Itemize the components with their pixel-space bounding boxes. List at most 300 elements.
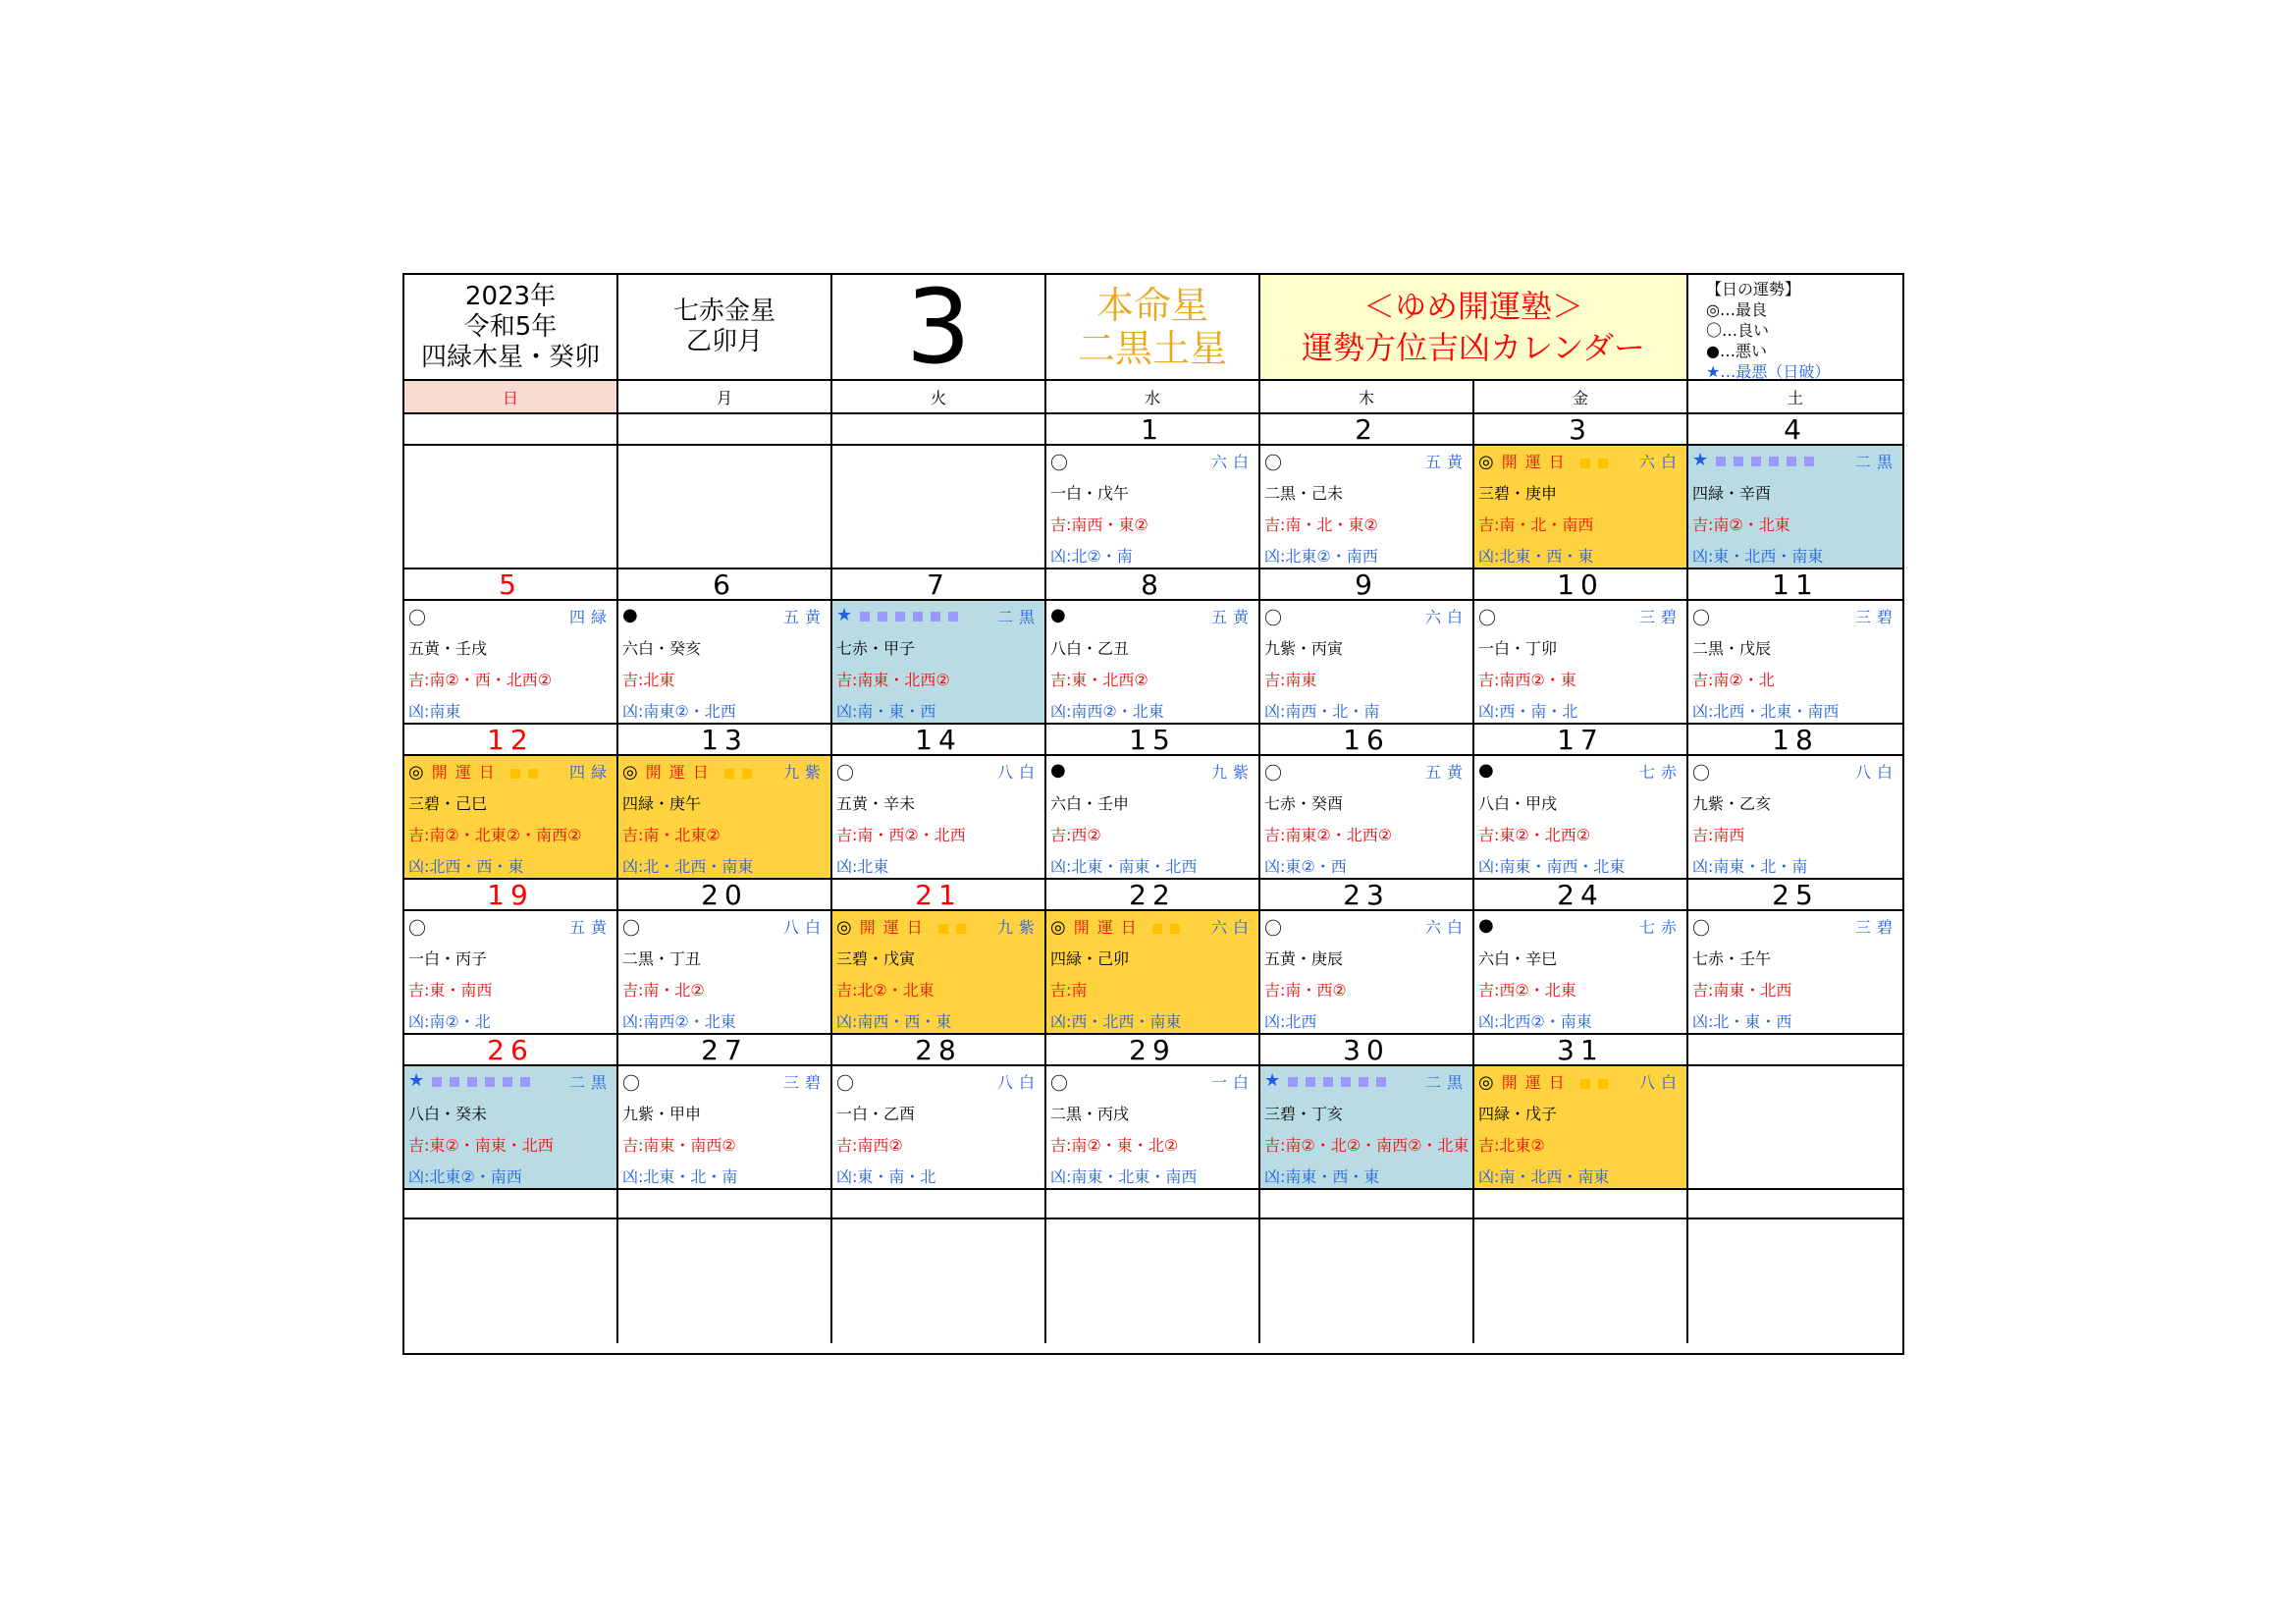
unlucky-directions: 凶:南②・北 bbox=[408, 1012, 491, 1031]
kaiun-label: 開運日 bbox=[859, 918, 931, 937]
lucky-directions: 吉:南②・西・北西② bbox=[408, 671, 553, 689]
fortune-line bbox=[1478, 605, 1496, 630]
day-cell bbox=[1260, 1219, 1474, 1343]
date-number-cell bbox=[1474, 1035, 1688, 1066]
lucky-directions: 吉:南西② bbox=[836, 1136, 903, 1155]
lucky-directions: 吉:南西・東② bbox=[1050, 515, 1148, 534]
date-number: 20 bbox=[701, 880, 748, 911]
day-kanshi: 五黄・辛未 bbox=[836, 794, 916, 813]
weekday-header: 木 bbox=[1260, 381, 1474, 414]
lucky-directions: 吉:南②・北東 bbox=[1692, 515, 1790, 534]
date-number: 7 bbox=[927, 569, 950, 601]
worst-square-icon bbox=[1306, 1077, 1315, 1087]
day-cell bbox=[832, 601, 1046, 725]
day-cell bbox=[1688, 1066, 1902, 1190]
year-info bbox=[404, 275, 618, 381]
date-number: 28 bbox=[915, 1035, 962, 1066]
fortune-mark: ◎ bbox=[1478, 452, 1494, 472]
day-star: 五黄 bbox=[782, 608, 827, 626]
fortune-mark: 〇 bbox=[1692, 764, 1710, 785]
date-number-cell bbox=[618, 1190, 832, 1219]
day-cell bbox=[1474, 446, 1688, 569]
fortune-mark: ● bbox=[1478, 760, 1494, 781]
date-number-cell bbox=[1046, 414, 1260, 446]
fortune-mark: ★ bbox=[836, 605, 853, 625]
day-star: 八白 bbox=[1854, 763, 1898, 782]
fortune-mark: 〇 bbox=[622, 919, 640, 940]
day-star: 七赤 bbox=[1638, 763, 1682, 782]
lucky-directions: 吉:南東②・北西② bbox=[1264, 826, 1393, 844]
day-kanshi: 七赤・壬午 bbox=[1692, 949, 1772, 968]
date-number-cell bbox=[404, 414, 618, 446]
day-star: 五黄 bbox=[1424, 453, 1468, 471]
day-cell bbox=[404, 911, 618, 1035]
fortune-line bbox=[1050, 760, 1066, 781]
unlucky-directions: 凶:西・南・北 bbox=[1478, 702, 1578, 721]
lucky-directions: 吉:南・北・東② bbox=[1264, 515, 1378, 534]
day-cell bbox=[1688, 446, 1902, 569]
lucky-directions: 吉:南・北・南西 bbox=[1478, 515, 1594, 534]
unlucky-directions: 凶:北東・南東・北西 bbox=[1050, 857, 1198, 876]
fortune-mark: ★ bbox=[408, 1070, 425, 1091]
fortune-mark: 〇 bbox=[1264, 454, 1282, 474]
day-kanshi: 一白・丁卯 bbox=[1478, 639, 1558, 658]
lucky-directions: 吉:東②・南東・北西 bbox=[408, 1136, 554, 1155]
fortune-line bbox=[1692, 605, 1710, 630]
day-cell bbox=[618, 756, 832, 880]
day-cell bbox=[404, 601, 618, 725]
date-number-cell bbox=[1046, 725, 1260, 756]
date-number-cell bbox=[832, 1190, 1046, 1219]
date-number: 30 bbox=[1343, 1035, 1390, 1066]
unlucky-directions: 凶:北東②・南西 bbox=[1264, 547, 1378, 566]
worst-square-icon bbox=[467, 1077, 477, 1087]
date-number-cell bbox=[1046, 1035, 1260, 1066]
wareki-label: 令和5年 bbox=[463, 311, 558, 342]
worst-square-icon bbox=[1376, 1077, 1386, 1087]
day-kanshi: 四緑・己卯 bbox=[1050, 949, 1130, 968]
day-cell bbox=[1046, 446, 1260, 569]
day-kanshi: 八白・癸未 bbox=[408, 1105, 488, 1123]
worst-square-icon bbox=[503, 1077, 512, 1087]
day-star: 六白 bbox=[1424, 608, 1468, 626]
fortune-line bbox=[1478, 760, 1494, 781]
lucky-directions: 吉:南東・北西② bbox=[836, 671, 950, 689]
date-number-cell bbox=[1046, 880, 1260, 911]
date-number: 1 bbox=[1141, 414, 1164, 446]
fortune-mark: ◎ bbox=[408, 762, 424, 783]
worst-square-icon bbox=[948, 612, 958, 622]
unlucky-directions: 凶:東②・西 bbox=[1264, 857, 1347, 876]
fortune-mark: 〇 bbox=[408, 609, 426, 629]
date-number-cell bbox=[1688, 725, 1902, 756]
fortune-mark: ★ bbox=[1264, 1070, 1281, 1091]
unlucky-directions: 凶:西・北西・南東 bbox=[1050, 1012, 1182, 1031]
date-number-cell bbox=[404, 725, 618, 756]
day-star: 九紫 bbox=[782, 763, 827, 782]
lucky-directions: 吉:東・北西② bbox=[1050, 671, 1148, 689]
month-info bbox=[618, 275, 832, 381]
kaiun-label: 開運日 bbox=[1501, 1073, 1573, 1092]
fortune-mark: ● bbox=[1050, 605, 1066, 625]
day-cell bbox=[1474, 601, 1688, 725]
unlucky-directions: 凶:東・南・北 bbox=[836, 1167, 936, 1186]
fortune-mark: 〇 bbox=[1478, 609, 1496, 629]
date-number-cell bbox=[404, 880, 618, 911]
month-number: 3 bbox=[905, 275, 972, 381]
worst-square-icon bbox=[895, 612, 905, 622]
worst-square-icon bbox=[1769, 457, 1779, 466]
unlucky-directions: 凶:北東・北・南 bbox=[622, 1167, 738, 1186]
day-cell bbox=[404, 446, 618, 569]
day-kanshi: 一白・戊午 bbox=[1050, 484, 1130, 503]
day-kanshi: 三碧・庚申 bbox=[1478, 484, 1558, 503]
weekday-header: 月 bbox=[618, 381, 832, 414]
day-star: 三碧 bbox=[1638, 608, 1682, 626]
unlucky-directions: 凶:南東②・北西 bbox=[622, 702, 736, 721]
unlucky-directions: 凶:北東②・南西 bbox=[408, 1167, 522, 1186]
day-kanshi: 八白・乙丑 bbox=[1050, 639, 1130, 658]
lucky-directions: 吉:西② bbox=[1050, 826, 1101, 844]
date-number-cell bbox=[618, 725, 832, 756]
date-number: 6 bbox=[713, 569, 736, 601]
date-number: 18 bbox=[1772, 725, 1819, 756]
worst-square-icon bbox=[1341, 1077, 1351, 1087]
kaiun-square-icon bbox=[1580, 1079, 1590, 1089]
worst-square-icon bbox=[1787, 457, 1796, 466]
weekday-header: 日 bbox=[404, 381, 618, 414]
day-star: 九紫 bbox=[1210, 763, 1255, 782]
day-kanshi: 五黄・庚辰 bbox=[1264, 949, 1344, 968]
date-number-cell bbox=[832, 880, 1046, 911]
worst-square-icon bbox=[878, 612, 887, 622]
date-number-cell bbox=[832, 414, 1046, 446]
day-star: 七赤 bbox=[1638, 918, 1682, 937]
day-cell bbox=[1260, 756, 1474, 880]
date-number-cell bbox=[1260, 1190, 1474, 1219]
month-kanshi-label: 乙卯月 bbox=[685, 327, 763, 356]
date-number-cell bbox=[832, 1035, 1046, 1066]
honmei-cell bbox=[1046, 275, 1260, 381]
unlucky-directions: 凶:北②・南 bbox=[1050, 547, 1133, 566]
unlucky-directions: 凶:北・東・西 bbox=[1692, 1012, 1792, 1031]
fortune-mark: ★ bbox=[1692, 450, 1709, 470]
day-kanshi: 五黄・壬戌 bbox=[408, 639, 488, 658]
day-star: 八白 bbox=[1638, 1073, 1682, 1092]
honmei-label: 本命星 bbox=[1095, 284, 1208, 327]
date-number-cell bbox=[1474, 569, 1688, 601]
worst-square-icon bbox=[1716, 457, 1726, 466]
day-cell bbox=[1260, 601, 1474, 725]
worst-square-icon bbox=[860, 612, 870, 622]
day-cell bbox=[1474, 1066, 1688, 1190]
fortune-mark: 〇 bbox=[408, 919, 426, 940]
kaiun-square-icon bbox=[1598, 1079, 1608, 1089]
fortune-mark: 〇 bbox=[1264, 919, 1282, 940]
kaiun-square-icon bbox=[742, 769, 752, 779]
day-kanshi: 九紫・丙寅 bbox=[1264, 639, 1344, 658]
day-kanshi: 三碧・己巳 bbox=[408, 794, 488, 813]
unlucky-directions: 凶:北西・西・東 bbox=[408, 857, 524, 876]
lucky-directions: 吉:南東・北西 bbox=[1692, 981, 1792, 1000]
date-number: 27 bbox=[701, 1035, 748, 1066]
day-cell bbox=[1046, 911, 1260, 1035]
date-number-cell bbox=[1474, 414, 1688, 446]
calendar-grid bbox=[402, 273, 1904, 1355]
day-cell bbox=[832, 446, 1046, 569]
day-cell bbox=[404, 756, 618, 880]
day-kanshi: 二黒・丁丑 bbox=[622, 949, 702, 968]
day-cell bbox=[832, 1066, 1046, 1190]
day-star: 八白 bbox=[996, 1073, 1041, 1092]
fortune-line bbox=[836, 915, 966, 938]
day-star: 一白 bbox=[1210, 1073, 1255, 1092]
date-number: 23 bbox=[1343, 880, 1390, 911]
kaiun-square-icon bbox=[1152, 924, 1162, 934]
legend-worst: ★…最悪（日破） bbox=[1706, 362, 1831, 381]
day-cell bbox=[832, 911, 1046, 1035]
worst-square-icon bbox=[931, 612, 940, 622]
day-star: 四緑 bbox=[568, 608, 613, 626]
unlucky-directions: 凶:北西・北東・南西 bbox=[1692, 702, 1840, 721]
lucky-directions: 吉:南・北② bbox=[622, 981, 705, 1000]
worst-square-icon bbox=[1288, 1077, 1298, 1087]
worst-square-icon bbox=[520, 1077, 530, 1087]
unlucky-directions: 凶:北東 bbox=[836, 857, 889, 876]
date-number-cell bbox=[1688, 1190, 1902, 1219]
unlucky-directions: 凶:南東・西・東 bbox=[1264, 1167, 1380, 1186]
fortune-line bbox=[1692, 760, 1710, 785]
fortune-mark: 〇 bbox=[836, 1074, 854, 1095]
date-number: 11 bbox=[1772, 569, 1819, 601]
date-number-cell bbox=[404, 1035, 618, 1066]
date-number: 26 bbox=[487, 1035, 534, 1066]
unlucky-directions: 凶:南西・北・南 bbox=[1264, 702, 1380, 721]
date-number: 16 bbox=[1343, 725, 1390, 756]
date-number: 5 bbox=[499, 569, 522, 601]
calendar-title bbox=[1260, 275, 1688, 381]
lucky-directions: 吉:北東 bbox=[622, 671, 675, 689]
legend-bad: ●…悪い bbox=[1706, 342, 1767, 360]
day-kanshi: 三碧・丁亥 bbox=[1264, 1105, 1344, 1123]
worst-square-icon bbox=[450, 1077, 459, 1087]
fortune-line bbox=[1050, 1070, 1068, 1096]
lucky-directions: 吉:北②・北東 bbox=[836, 981, 934, 1000]
lucky-directions: 吉:南東 bbox=[1264, 671, 1317, 689]
date-number-cell bbox=[832, 725, 1046, 756]
unlucky-directions: 凶:北・北西・南東 bbox=[622, 857, 754, 876]
unlucky-directions: 凶:北西②・南東 bbox=[1478, 1012, 1592, 1031]
weekday-header: 金 bbox=[1474, 381, 1688, 414]
fortune-line bbox=[408, 915, 426, 941]
date-number: 12 bbox=[487, 725, 534, 756]
date-number: 3 bbox=[1569, 414, 1592, 446]
date-number: 13 bbox=[701, 725, 748, 756]
fortune-line bbox=[408, 605, 426, 630]
kaiun-label: 開運日 bbox=[1073, 918, 1145, 937]
fortune-mark: ◎ bbox=[1050, 917, 1066, 938]
day-kanshi: 三碧・戊寅 bbox=[836, 949, 916, 968]
day-kanshi: 七赤・甲子 bbox=[836, 639, 916, 658]
day-cell bbox=[618, 1066, 832, 1190]
date-number: 19 bbox=[487, 880, 534, 911]
unlucky-directions: 凶:北東・西・東 bbox=[1478, 547, 1594, 566]
fortune-line bbox=[836, 760, 854, 785]
lucky-directions: 吉:東・南西 bbox=[408, 981, 493, 1000]
date-number: 8 bbox=[1141, 569, 1164, 601]
date-number: 24 bbox=[1557, 880, 1604, 911]
day-kanshi: 二黒・丙戌 bbox=[1050, 1105, 1130, 1123]
fortune-line bbox=[1050, 605, 1066, 625]
day-kanshi: 六白・辛巳 bbox=[1478, 949, 1558, 968]
date-number-cell bbox=[618, 880, 832, 911]
date-number: 4 bbox=[1784, 414, 1807, 446]
day-star: 二黒 bbox=[996, 608, 1041, 626]
worst-square-icon bbox=[1359, 1077, 1368, 1087]
fortune-mark: 〇 bbox=[1264, 609, 1282, 629]
worst-square-icon bbox=[1734, 457, 1743, 466]
day-cell bbox=[1260, 911, 1474, 1035]
day-cell bbox=[1688, 756, 1902, 880]
kaiun-square-icon bbox=[510, 769, 520, 779]
weekday-header: 土 bbox=[1688, 381, 1902, 414]
date-number-cell bbox=[618, 414, 832, 446]
day-kanshi: 二黒・戊辰 bbox=[1692, 639, 1772, 658]
worst-square-icon bbox=[432, 1077, 442, 1087]
day-cell bbox=[1474, 756, 1688, 880]
date-number: 21 bbox=[915, 880, 962, 911]
unlucky-directions: 凶:南東 bbox=[408, 702, 461, 721]
day-cell bbox=[618, 601, 832, 725]
year-label: 2023年 bbox=[464, 281, 557, 311]
day-kanshi: 四緑・辛酉 bbox=[1692, 484, 1772, 503]
day-star: 二黒 bbox=[1424, 1073, 1468, 1092]
day-cell bbox=[618, 446, 832, 569]
day-star: 六白 bbox=[1210, 453, 1255, 471]
date-number-cell bbox=[1474, 1190, 1688, 1219]
date-number-cell bbox=[1046, 569, 1260, 601]
day-cell bbox=[1260, 446, 1474, 569]
date-number-cell bbox=[1260, 569, 1474, 601]
unlucky-directions: 凶:南・北西・南東 bbox=[1478, 1167, 1610, 1186]
fortune-mark: 〇 bbox=[1692, 919, 1710, 940]
kaiun-square-icon bbox=[528, 769, 538, 779]
date-number-cell bbox=[404, 569, 618, 601]
day-kanshi: 二黒・己未 bbox=[1264, 484, 1344, 503]
day-cell bbox=[404, 1219, 618, 1343]
date-number: 9 bbox=[1355, 569, 1378, 601]
kaiun-square-icon bbox=[1598, 459, 1608, 468]
unlucky-directions: 凶:北西 bbox=[1264, 1012, 1317, 1031]
lucky-directions: 吉:南・西② bbox=[1264, 981, 1347, 1000]
fortune-line bbox=[622, 1070, 640, 1096]
day-star: 二黒 bbox=[1854, 453, 1898, 471]
day-star: 三碧 bbox=[1854, 608, 1898, 626]
fortune-line bbox=[408, 760, 538, 783]
fortune-line bbox=[1264, 450, 1282, 475]
date-number-cell bbox=[1260, 725, 1474, 756]
day-star: 五黄 bbox=[1210, 608, 1255, 626]
day-cell bbox=[1260, 1066, 1474, 1190]
lucky-directions: 吉:南②・北②・南西②・北東 bbox=[1264, 1136, 1469, 1155]
fortune-line bbox=[1264, 605, 1282, 630]
date-number-cell bbox=[1046, 1190, 1260, 1219]
day-cell bbox=[1474, 911, 1688, 1035]
day-kanshi: 七赤・癸酉 bbox=[1264, 794, 1344, 813]
day-cell bbox=[1688, 911, 1902, 1035]
day-cell bbox=[1046, 756, 1260, 880]
fortune-mark: 〇 bbox=[1050, 1074, 1068, 1095]
fortune-mark: 〇 bbox=[1692, 609, 1710, 629]
date-number: 10 bbox=[1557, 569, 1604, 601]
fortune-line bbox=[836, 1070, 854, 1096]
lucky-directions: 吉:南②・北東②・南西② bbox=[408, 826, 582, 844]
honmei-star: 二黒土星 bbox=[1077, 327, 1227, 370]
fortune-line bbox=[1264, 915, 1282, 941]
legend-heading: 【日の運勢】 bbox=[1706, 280, 1801, 298]
date-number-cell bbox=[832, 569, 1046, 601]
lucky-directions: 吉:南西 bbox=[1692, 826, 1745, 844]
fortune-line bbox=[1478, 1070, 1608, 1093]
lucky-directions: 吉:南西②・東 bbox=[1478, 671, 1576, 689]
title-line-1: ＜ゆめ開運塾＞ bbox=[1362, 288, 1583, 325]
fortune-line bbox=[1050, 450, 1068, 475]
day-star: 八白 bbox=[996, 763, 1041, 782]
legend-good: 〇…良い bbox=[1706, 321, 1770, 340]
fortune-line bbox=[1264, 1070, 1386, 1091]
worst-square-icon bbox=[1751, 457, 1761, 466]
unlucky-directions: 凶:南東・南西・北東 bbox=[1478, 857, 1626, 876]
fortune-line bbox=[1692, 450, 1814, 470]
day-cell bbox=[832, 1219, 1046, 1343]
day-cell bbox=[1046, 1066, 1260, 1190]
fortune-line bbox=[1264, 760, 1282, 785]
lucky-directions: 吉:南・北東② bbox=[622, 826, 721, 844]
weekday-header: 火 bbox=[832, 381, 1046, 414]
day-cell bbox=[832, 756, 1046, 880]
day-cell bbox=[1688, 601, 1902, 725]
date-number-cell bbox=[1260, 414, 1474, 446]
fortune-mark: ◎ bbox=[836, 917, 852, 938]
lucky-directions: 吉:南 bbox=[1050, 981, 1088, 1000]
kaiun-square-icon bbox=[938, 924, 948, 934]
fortune-mark: ◎ bbox=[622, 762, 638, 783]
date-number: 14 bbox=[915, 725, 962, 756]
lucky-directions: 吉:南②・北 bbox=[1692, 671, 1775, 689]
month-number-cell bbox=[832, 275, 1046, 381]
day-star: 三碧 bbox=[1854, 918, 1898, 937]
day-cell bbox=[1046, 1219, 1260, 1343]
date-number-cell bbox=[1474, 880, 1688, 911]
fortune-line bbox=[1478, 915, 1494, 936]
day-star: 八白 bbox=[782, 918, 827, 937]
date-number: 2 bbox=[1355, 414, 1378, 446]
date-number: 22 bbox=[1129, 880, 1176, 911]
unlucky-directions: 凶:南西②・北東 bbox=[622, 1012, 736, 1031]
date-number-cell bbox=[1474, 725, 1688, 756]
worst-square-icon bbox=[913, 612, 923, 622]
date-number-cell bbox=[1260, 880, 1474, 911]
lucky-directions: 吉:南②・東・北② bbox=[1050, 1136, 1179, 1155]
day-cell bbox=[1474, 1219, 1688, 1343]
fortune-mark: 〇 bbox=[1050, 454, 1068, 474]
title-line-2: 運勢方位吉凶カレンダー bbox=[1302, 329, 1645, 366]
unlucky-directions: 凶:南東・北東・南西 bbox=[1050, 1167, 1198, 1186]
fortune-line bbox=[836, 605, 958, 625]
kaiun-square-icon bbox=[1170, 924, 1180, 934]
fortune-line bbox=[622, 760, 752, 783]
worst-square-icon bbox=[1804, 457, 1814, 466]
